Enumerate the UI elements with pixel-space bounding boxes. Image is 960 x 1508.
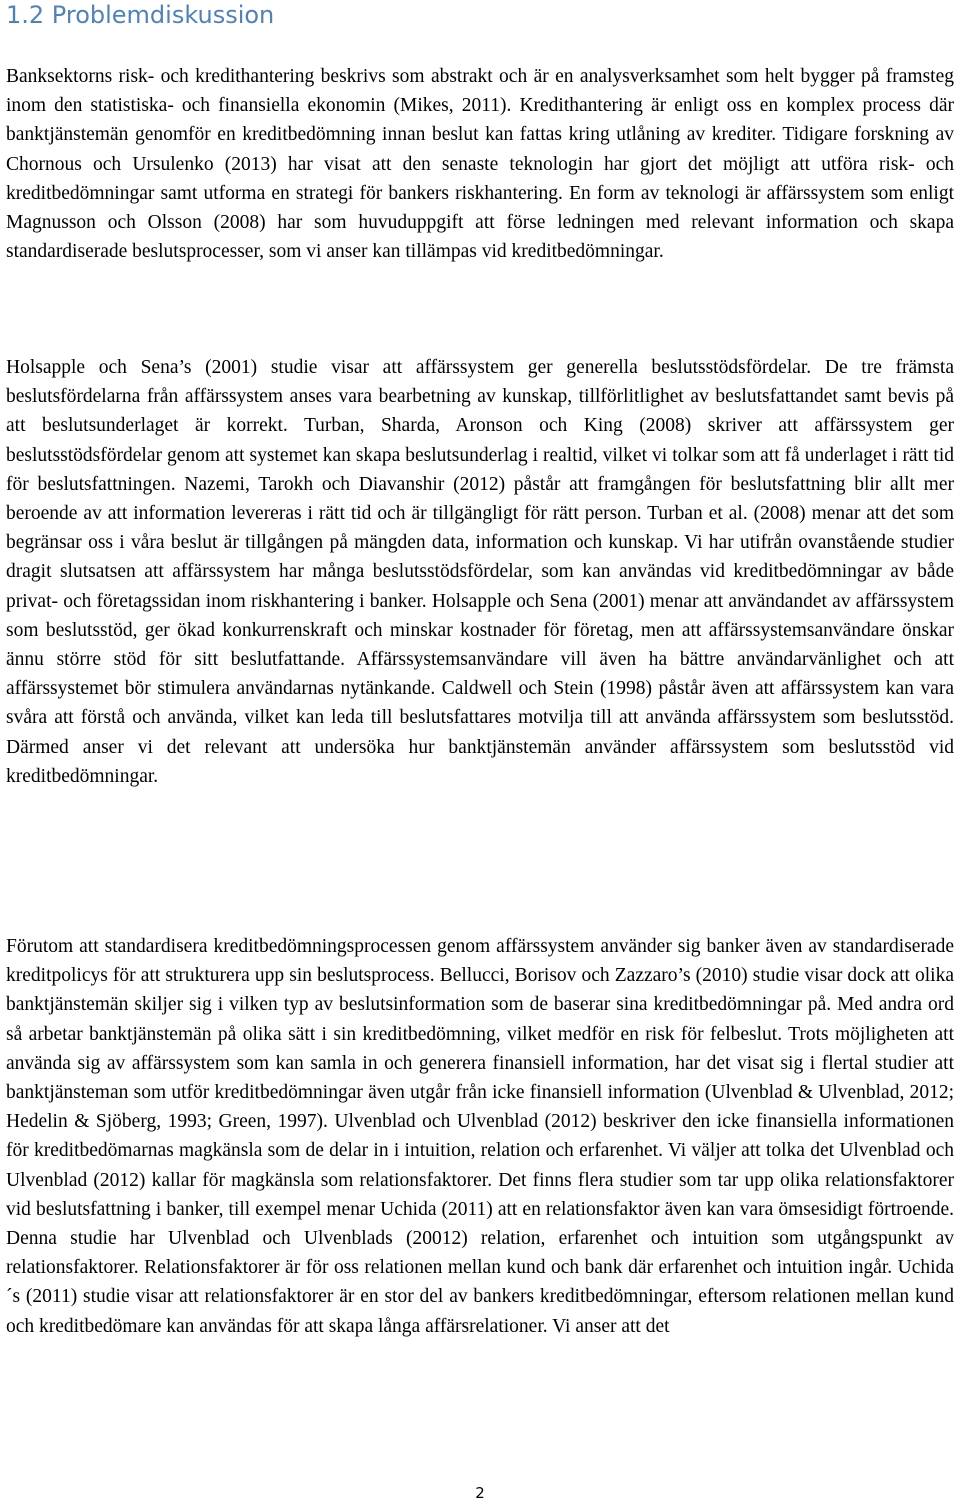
paragraph-3: Förutom att standardisera kreditbedömningsprocessen genom affärssystem använder sig banker även av standardiserade kreditpolicys för att strukturera upp sin beslutsprocess. Bellucci, Borisov och Zazzaro’s (2010) studie visar dock att olika banktjänstemän skiljer sig i vilken typ av beslutsinformation som de baserar sina kreditbedömningar på. Med andra ord så arbetar banktjänstemän på olika sätt i sin kreditbedömning, vilket medför en risk för felbeslut. Trots möjligheten att använda sig av affärssystem som kan samla in och generera finansiell information, har det visat sig i flertal studier att banktjänsteman som utför kreditbedömningar även utgår från icke finansiell information (Ulvenblad & Ulvenblad, 2012; Hedelin & Sjöberg, 1993; Green, 1997). Ulvenblad och Ulvenblad (2012) beskriver den icke finansiella informationen för kreditbedömarnas magkänsla som de delar in i intuition, relation och erfarenhet. Vi väljer att tolka det Ulvenblad och Ulvenblad (2012) kallar för magkänsla som relationsfaktorer. Det finns flera studier som tar upp olika relationsfaktorer vid beslutsfattning i banker, till exempel menar Uchida (2011) att en relationsfaktor även kan vara ömsesidigt förtroende. Denna studie har Ulvenblad och Ulvenblads (20012) relation, erfarenhet och intuition som utgångspunkt av relationsfaktorer. Relationsfaktorer är för oss relationen mellan kund och bank där erfarenhet och intuition ingår. Uchida´s (2011) studie visar att relationsfaktorer är en stor del av bankers kreditbedömningar, eftersom relationen mellan kund och kreditbedömare kan användas för att skapa långa affärsrelationer. Vi anser att det xyxy=(6,936,954,1337)
paragraph-2: Holsapple och Sena’s (2001) studie visar att affärssystem ger generella beslutsstödsfördelar. De tre främsta beslutsfördelarna från affärssystem anses vara bearbetning av kunskap, tillförlitlighet av beslutsfattandet samt bevis på att beslutsunderlaget är korrekt. Turban, Sharda, Aronson och King (2008) skriver att affärssystem ger beslutsstödsfördelar genom att systemet kan skapa beslutsunderlag i realtid, vilket vi tolkar som att få underlaget i rätt tid för beslutsfattningen. Nazemi, Tarokh och Diavanshir (2012) påstår att framgången för beslutsfattning blir allt mer beroende av att information levereras i rätt tid och är tillgängligt för rätt person. Turban et al. (2008) menar att det som begränsar oss i våra beslut är tillgången på mängden data, information och kunskap. Vi har utifrån ovanstående studier dragit slutsatsen att affärssystem har många beslutsstödsfördelar, som kan användas vid kreditbedömningar av både privat- och företagssidan inom riskhantering i banker. Holsapple och Sena (2001) menar att användandet av affärssystem som beslutsstöd, ger ökad konkurrenskraft och minskar kostnader för företag, men att affärssystemsanvändare önskar ännu större stöd för sitt beslutfattande. Affärssystemsanvändare vill även ha bättre användarvänlighet och att affärssystemet bör stimulera användarnas nytänkande. Caldwell och Stein (1998) påstår även att affärssystem kan vara svåra att förstå och använda, vilket kan leda till beslutsfattares motvilja till att använda affärssystem som beslutsstöd. Därmed anser vi det relevant att undersöka hur banktjänstemän använder affärssystem som beslutsstöd vid kreditbedömningar. xyxy=(6,357,954,787)
paragraph-1: Banksektorns risk- och kredithantering beskrivs som abstrakt och är en analysverksamhet som helt bygger på framsteg inom den statistiska- och finansiella ekonomin (Mikes, 2011). Kredithantering är enligt oss en komplex process där banktjänstemän genomför en kreditbedömning innan beslut kan fattas kring utlåning av krediter. Tidigare forskning av Chornous och Ursulenko (2013) har visat att den senaste teknologin har gjort det möjligt att utföra risk- och kreditbedömningar samt utforma en strategi för bankers riskhantering. En form av teknologi är affärssystem som enligt Magnusson och Olsson (2008) har som huvuduppgift att förse ledningen med relevant information och skapa standardiserade beslutsprocesser, som vi anser kan tillämpas vid kreditbedömningar. xyxy=(6,66,954,263)
page-number: 2 xyxy=(475,1484,485,1502)
section-heading: 1.2 Problemdiskussion xyxy=(6,1,275,29)
